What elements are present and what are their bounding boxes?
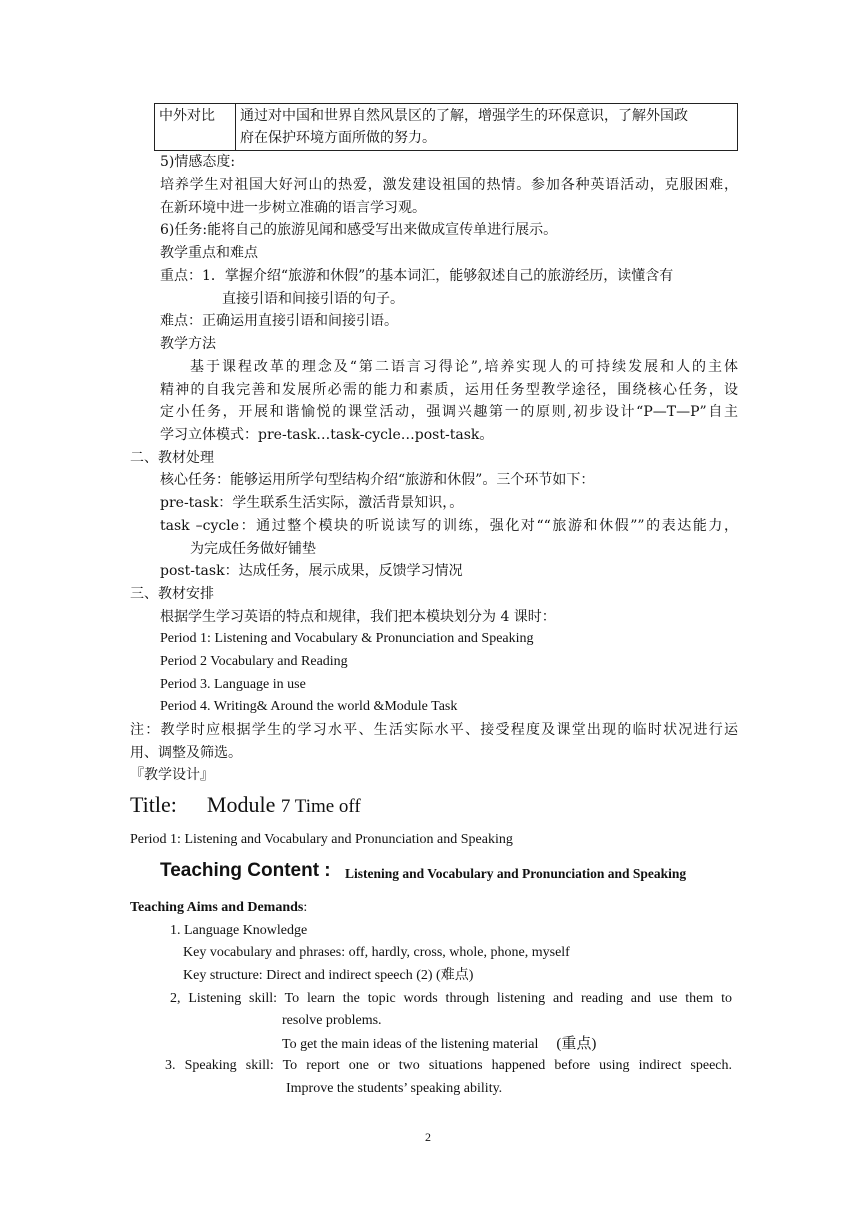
aims-item: 2, Listening skill: To learn the topic words through listening and reading and use them to (170, 991, 732, 1006)
aims-item: Improve the students’ speaking ability. (286, 1081, 503, 1096)
teaching-content-text: Listening and Vocabulary and Pronunciation and Speaking (345, 866, 687, 881)
paragraph-line: 基于课程改革的理念及“第二语言习得论”,培养实现人的可持续发展和人的主体 (190, 359, 738, 375)
table-label: 中外对比 (155, 104, 236, 151)
table-line-2: 府在保护环境方面所做的努力。 (240, 130, 436, 146)
period-line: Period 4. Writing& Around the world &Module Task (160, 699, 458, 714)
aims-item: 1. Language Knowledge (170, 923, 308, 938)
top-table (154, 103, 738, 151)
aims-heading: Teaching Aims and Demands: (130, 900, 308, 915)
teaching-content-label: Teaching Content : (160, 860, 331, 881)
title-label: Title: (130, 792, 177, 817)
aims-item: resolve problems. (282, 1013, 382, 1028)
section-2-heading: 二、教材处理 (130, 450, 214, 466)
note-line: 用、调整及筛选。 (130, 745, 242, 761)
aims-item: Key structure: Direct and indirect speech (2) (难点) (183, 968, 474, 983)
paragraph-line: 难点：正确运用直接引语和间接引语。 (160, 313, 398, 329)
section-5-heading: 5)情感态度: (160, 154, 236, 170)
note-line: 注：教学时应根据学生的学习水平、生活实际水平、接受程度及课堂出现的临时状况进行运 (130, 722, 738, 738)
focus-heading: 教学重点和难点 (160, 245, 258, 261)
paragraph-line: 学习立体模式：pre-task…task-cycle…post-task。 (160, 427, 494, 443)
paragraph-line: 重点：1．掌握介绍“旅游和休假”的基本词汇，能够叙述自己的旅游经历，读懂含有 (160, 268, 674, 284)
paragraph-line: 根据学生学习英语的特点和规律，我们把本模块划分为 4 课时： (160, 609, 556, 625)
aims-item: 3. Speaking skill: To report one or two situations happened before using indirect speech. (165, 1058, 732, 1073)
aims-item: To get the main ideas of the listening material (重点) (282, 1036, 597, 1052)
table-content (236, 104, 738, 151)
paragraph-line: 为完成任务做好铺垫 (190, 541, 316, 557)
period-line: Period 2 Vocabulary and Reading (160, 654, 348, 669)
paragraph-line: 精神的自我完善和发展所必需的能力和素质，运用任务型教学途径，围绕核心任务，设 (160, 382, 738, 398)
table-line-1: 通过对中国和世界自然风景区的了解，增强学生的环保意识，了解外国政 (240, 108, 688, 124)
aims-item: Key vocabulary and phrases: off, hardly, cross, whole, phone, myself (183, 945, 570, 960)
page-title (130, 792, 361, 818)
design-heading: 『教学设计』 (130, 767, 214, 783)
paragraph-line: 核心任务：能够运用所学句型结构介绍“旅游和休假”。三个环节如下： (160, 472, 595, 488)
page-number: 2 (425, 1130, 431, 1144)
title-module: Module (206, 792, 276, 817)
paragraph-line: post-task：达成任务，展示成果，反馈学习情况 (160, 563, 463, 579)
period-line: Period 1: Listening and Vocabulary & Pronunciation and Speaking (160, 631, 534, 646)
title-rest: 7 Time off (280, 796, 361, 817)
paragraph-line: pre-task：学生联系生活实际，激活背景知识，。 (160, 495, 464, 511)
section-3-heading: 三、教材安排 (130, 586, 214, 602)
paragraph-line: 直接引语和间接引语的句子。 (222, 291, 404, 307)
paragraph-line: 在新环境中进一步树立准确的语言学习观。 (160, 200, 426, 216)
section-6-heading: 6)任务:能将自己的旅游见闻和感受写出来做成宣传单进行展示。 (160, 222, 558, 238)
method-heading: 教学方法 (160, 336, 216, 352)
paragraph-line: 培养学生对祖国大好河山的热爱，激发建设祖国的热情。参加各种英语活动，克服困难， (160, 177, 738, 193)
paragraph-line: task –cycle：通过整个模块的听说读写的训练，强化对““旅游和休假””的表达能力， (160, 518, 738, 534)
period-line: Period 3. Language in use (160, 677, 306, 692)
period-1-line: Period 1: Listening and Vocabulary and Pronunciation and Speaking (130, 832, 513, 847)
paragraph-line: 定小任务，开展和谐愉悦的课堂活动，强调兴趣第一的原则,初步设计“P—T—P”自主 (160, 404, 738, 420)
